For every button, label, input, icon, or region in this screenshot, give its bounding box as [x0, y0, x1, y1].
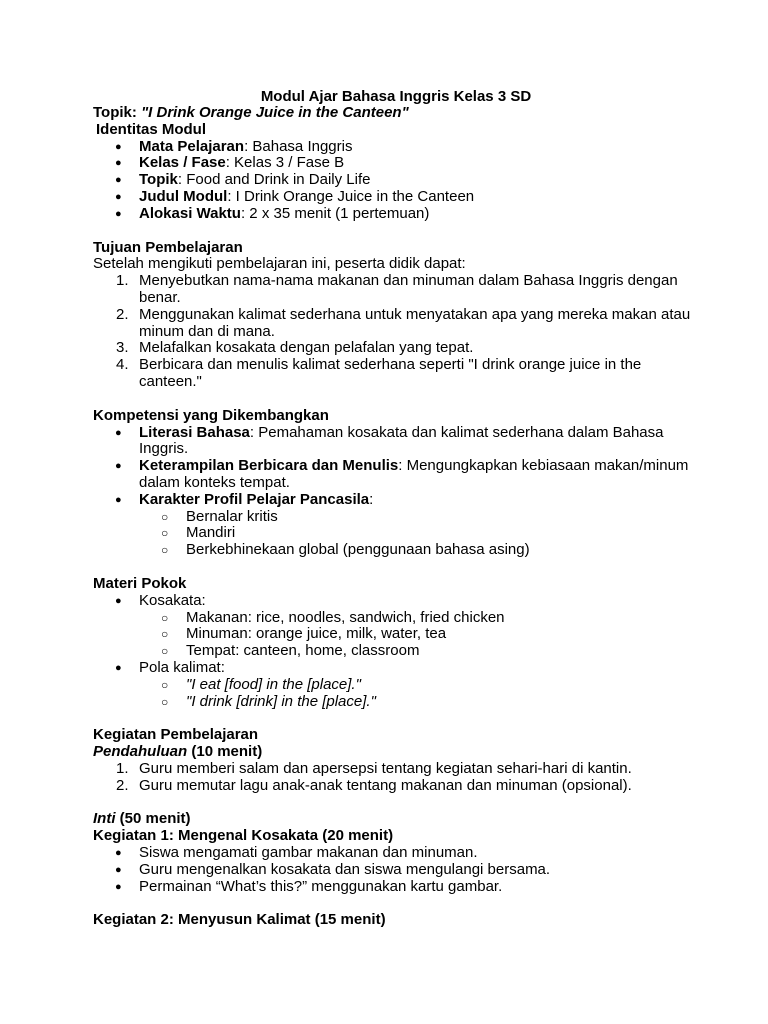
module-document [93, 88, 693, 929]
topic-line [93, 105, 693, 122]
kompetensi-item [93, 458, 693, 492]
kompetensi-item [93, 425, 693, 459]
tujuan-text: Berbicara dan menulis kalimat sederhana seperti "I drink orange juice in the canteen." [139, 356, 642, 390]
tujuan-text: Melafalkan kosakata dengan pelafalan yang tepat. [139, 339, 474, 357]
tujuan-list [93, 273, 693, 391]
identitas-key: Kelas / Fase [139, 154, 226, 172]
item-number: 2. [116, 776, 129, 794]
kegiatan1-list [93, 845, 693, 895]
identitas-heading: Identitas Modul [96, 120, 206, 138]
topic-value: "I Drink Orange Juice in the Canteen" [141, 104, 409, 121]
kegiatan1-item: ● Guru mengenalkan kosakata dan siswa mengulangi bersama. [93, 862, 693, 879]
pendahuluan-time: (10 menit) [187, 743, 263, 761]
pendahuluan-text: Guru memutar lagu anak-anak tentang makanan dan minuman (opsional). [139, 776, 632, 794]
kegiatan1-item: ● Siswa mengamati gambar makanan dan minuman. [93, 845, 693, 862]
kegiatan1-heading: Kegiatan 1: Mengenal Kosakata (20 menit) [93, 827, 394, 845]
tujuan-intro: Setelah mengikuti pembelajaran ini, peserta didik dapat: [93, 255, 466, 273]
kosakata-item: ○ Tempat: canteen, home, classroom [93, 643, 693, 660]
kompetensi-value: : Pemahaman kosakata dan kalimat sederhana dalam Bahasa Inggris. [139, 423, 664, 458]
identitas-item [93, 155, 693, 172]
topic-label: Topik: [93, 104, 137, 121]
pola-item: ○ "I drink [drink] in the [place]." [93, 694, 693, 711]
tujuan-item [93, 307, 693, 341]
identitas-key: Topik [139, 171, 178, 189]
identitas-item [93, 206, 693, 223]
tujuan-text: Menyebutkan nama-nama makanan dan minuman dalam Bahasa Inggris dengan benar. [139, 272, 678, 306]
identitas-value: : Kelas 3 / Fase B [225, 154, 345, 172]
identitas-list [93, 139, 693, 223]
kosakata-item: ○ Minuman: orange juice, milk, water, tea [93, 626, 693, 643]
pendahuluan-text: Guru memberi salam dan apersepsi tentang kegiatan sehari-hari di kantin. [139, 759, 632, 777]
identitas-item [93, 172, 693, 189]
tujuan-item [93, 273, 693, 307]
kompetensi-heading: Kompetensi yang Dikembangkan [93, 406, 329, 424]
kompetensi-key: Karakter Profil Pelajar Pancasila [139, 490, 370, 508]
kompetensi-item [93, 492, 693, 509]
pendahuluan-item [93, 778, 693, 795]
pendahuluan-list [93, 761, 693, 795]
identitas-item [93, 189, 693, 206]
identitas-value: : Food and Drink in Daily Life [177, 171, 371, 189]
kosakata-label: ● Kosakata: [93, 593, 693, 610]
tujuan-item [93, 357, 693, 391]
kegiatan2-heading: Kegiatan 2: Menyusun Kalimat (15 menit) [93, 911, 386, 929]
item-number: 4. [116, 356, 129, 374]
karakter-item: ○ Mandiri [93, 525, 693, 542]
kompetensi-list [93, 425, 693, 509]
identitas-item [93, 139, 693, 156]
pendahuluan-item [93, 761, 693, 778]
materi-list [93, 593, 693, 610]
pola-item: ○ "I eat [food] in the [place]." [93, 677, 693, 694]
identitas-key: Judul Modul [139, 187, 228, 205]
identitas-value: : 2 x 35 menit (1 pertemuan) [240, 204, 430, 222]
inti-heading [93, 811, 693, 828]
kosakata-item: ○ Makanan: rice, noodles, sandwich, fried chicken [93, 610, 693, 627]
kosakata-sublist [93, 610, 693, 660]
karakter-sublist [93, 509, 693, 559]
karakter-item: ○ Berkebhinekaan global (penggunaan bahasa asing) [93, 542, 693, 559]
item-number: 3. [116, 339, 129, 357]
inti-time: (50 menit) [115, 810, 191, 828]
tujuan-text: Menggunakan kalimat sederhana untuk menyatakan apa yang mereka makan atau minum dan di mana. [139, 305, 691, 340]
kompetensi-value: : [369, 490, 374, 508]
inti-label: Inti [93, 810, 116, 828]
materi-heading: Materi Pokok [93, 574, 187, 592]
tujuan-item [93, 340, 693, 357]
identitas-value: : I Drink Orange Juice in the Canteen [227, 187, 475, 205]
identitas-key: Mata Pelajaran [139, 137, 245, 155]
kompetensi-key: Keterampilan Berbicara dan Menulis [139, 457, 399, 475]
kegiatan-heading: Kegiatan Pembelajaran [93, 726, 259, 744]
kompetensi-value: : Mengungkapkan kebiasaan makan/minum dalam konteks tempat. [139, 457, 689, 491]
item-number: 2. [116, 305, 129, 323]
kegiatan1-item: ● Permainan “What’s this?” menggunakan kartu gambar. [93, 879, 693, 896]
document-title: Modul Ajar Bahasa Inggris Kelas 3 SD [260, 88, 532, 105]
karakter-item: ○ Bernalar kritis [93, 509, 693, 526]
item-number: 1. [116, 272, 129, 290]
identitas-key: Alokasi Waktu [139, 204, 241, 222]
item-number: 1. [116, 759, 129, 777]
materi-list-2 [93, 660, 693, 677]
pola-label: ● Pola kalimat: [93, 660, 693, 677]
identitas-value: : Bahasa Inggris [244, 137, 353, 155]
pendahuluan-label: Pendahuluan [93, 743, 188, 761]
kompetensi-key: Literasi Bahasa [139, 423, 250, 441]
tujuan-heading: Tujuan Pembelajaran [93, 238, 243, 256]
pendahuluan-heading [93, 744, 693, 761]
pola-sublist [93, 677, 693, 711]
